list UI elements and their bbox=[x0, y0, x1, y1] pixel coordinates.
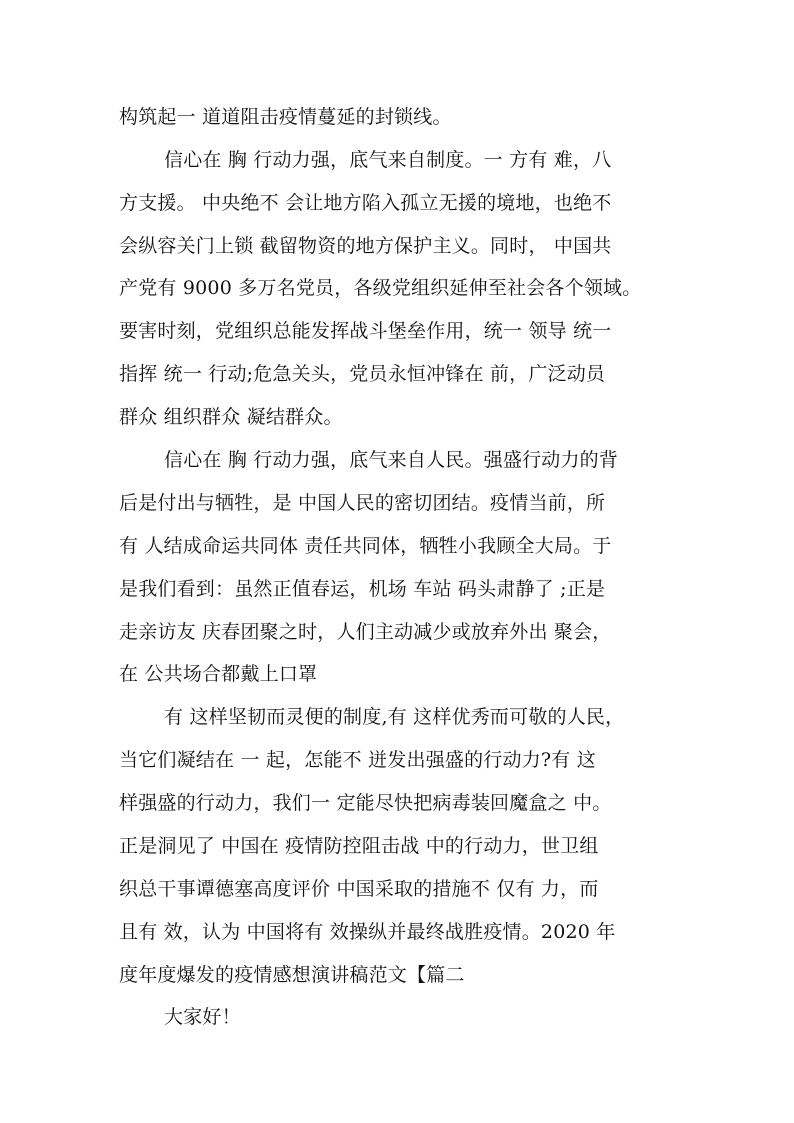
text-line: 当它们凝结在 一 起，怎能不 迸发出强盛的行动力?有 这 bbox=[119, 749, 596, 771]
text-line: 会纵容关门上锁 截留物资的地方保护主义。同时， 中国共 bbox=[119, 235, 612, 257]
greeting-line: 大家好！ bbox=[164, 1006, 241, 1028]
section-heading: 度年度爆发的疫情感想演讲稿范文【篇二 bbox=[119, 964, 465, 986]
text-line: 方支援。 中央绝不 会让地方陷入孤立无援的境地，也绝不 bbox=[119, 192, 612, 214]
paragraph-first-line: 有 这样坚韧而灵便的制度,有 这样优秀而可敬的人民， bbox=[164, 706, 625, 728]
text-line: 指挥 统一 行动;危急关头，党员永恒冲锋在 前，广泛动员 bbox=[119, 363, 606, 385]
text-line: 后是付出与牺牲，是 中国人民的密切团结。疫情当前，所 bbox=[119, 492, 606, 514]
text-line: 正是洞见了 中国在 疫情防控阻击战 中的行动力，世卫组 bbox=[119, 835, 599, 857]
text-line: 在 公共场合都戴上口罩 bbox=[119, 663, 318, 685]
text-line: 产党有 9000 多万名党员，各级党组织延伸至社会各个领域。 bbox=[119, 277, 642, 299]
paragraph-first-line: 信心在 胸 行动力强，底气来自人民。强盛行动力的背 bbox=[164, 449, 619, 471]
text-line: 有 人结成命运共同体 责任共同体，牺牲小我顾全大局。于 bbox=[119, 535, 612, 557]
text-line: 样强盛的行动力，我们一 定能尽快把病毒装回魔盒之 中。 bbox=[119, 792, 612, 814]
text-line: 是我们看到：虽然正值春运，机场 车站 码头肃静了 ;正是 bbox=[119, 578, 606, 600]
text-line: 要害时刻，党组织总能发挥战斗堡垒作用，统一 领导 统一 bbox=[119, 320, 612, 342]
text-line: 群众 组织群众 凝结群众。 bbox=[119, 406, 343, 428]
text-line: 织总干事谭德塞高度评价 中国采取的措施不 仅有 力，而 bbox=[119, 878, 599, 900]
paragraph-first-line: 信心在 胸 行动力强，底气来自制度。一 方有 难，八 bbox=[164, 149, 612, 171]
text-line: 构筑起一 道道阻击疫情蔓延的封锁线。 bbox=[119, 106, 452, 128]
text-line: 且有 效，认为 中国将有 效操纵并最终战胜疫情。2020 年 bbox=[119, 921, 616, 943]
text-line: 走亲访友 庆春团聚之时，人们主动减少或放弃外出 聚会， bbox=[119, 621, 612, 643]
